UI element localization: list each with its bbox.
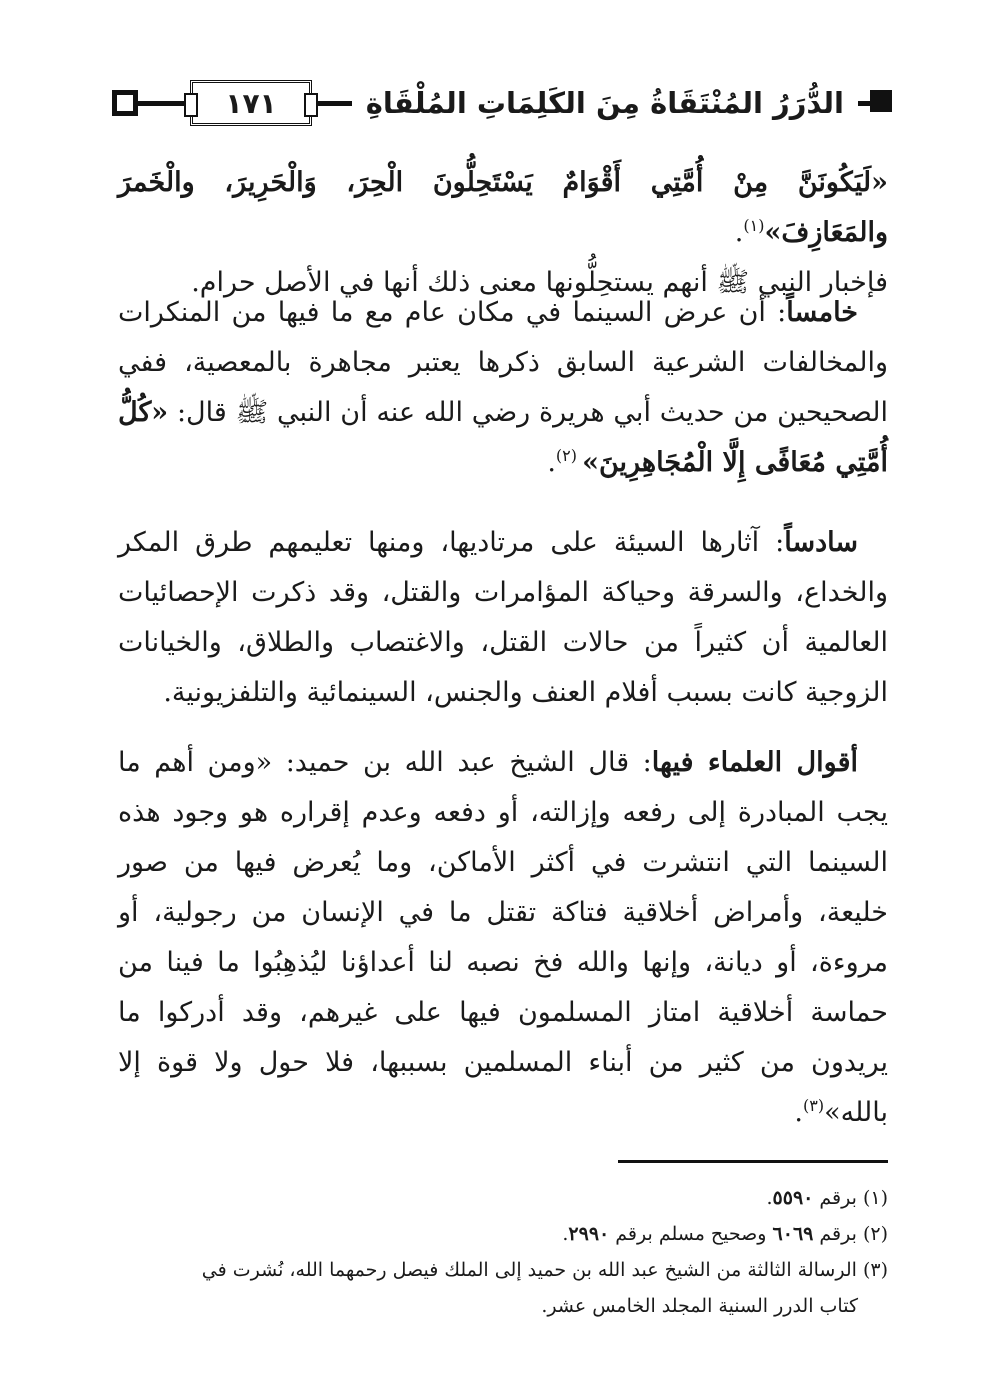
- footnote-ref-3: (٣): [803, 1096, 825, 1115]
- line-end: .: [547, 447, 556, 478]
- paragraph-sixth: [118, 518, 888, 718]
- section-heading-scholars: أقوال العلماء فيها: [651, 747, 858, 778]
- hadith-number: ٢٩٩٠: [568, 1223, 610, 1245]
- footnote-end: .: [766, 1187, 773, 1209]
- footnotes: [118, 1180, 888, 1324]
- footnote-text: الرسالة الثالثة من الشيخ عبد الله بن حميد إلى الملك فيصل رحمهما الله، نُشرت في: [201, 1259, 863, 1281]
- paragraph-fifth: [118, 288, 888, 488]
- footnote-number: (١): [862, 1187, 888, 1209]
- footnote-text: برقم: [813, 1187, 863, 1209]
- book-title: الدُّرَرُ المُنْتَقَاةُ مِنَ الكَلِمَاتِ المُلْقَاةِ: [352, 78, 858, 128]
- explanation-line: فإخبار النبي ﷺ أنهم يستحِلُّونها معنى ذلك أنها في الأصل حرام.: [191, 267, 888, 298]
- footnote-ref-2: (٢): [555, 446, 583, 465]
- hadith-quote: «كُلُّ أُمَّتِي مُعَافًى إِلَّا الْمُجَاهِرِينَ»: [118, 397, 888, 478]
- section-heading-sixth: سادساً: [784, 527, 858, 558]
- frame-knot-left: [184, 93, 198, 117]
- footnote-3-continuation: كتاب الدرر السنية المجلد الخامس عشر.: [541, 1295, 858, 1317]
- running-header: [112, 78, 892, 130]
- footnote-number: (٣): [862, 1259, 888, 1281]
- section-heading-fifth: خامساً: [786, 297, 858, 328]
- page-number-frame: [190, 80, 312, 126]
- footnote-separator: [618, 1160, 888, 1163]
- paragraph-scholars: [118, 738, 888, 1138]
- page-number: ١٧١: [225, 86, 277, 120]
- paragraph-hadith: [118, 158, 888, 308]
- paragraph-body: : أن عرض السينما في مكان عام مع ما فيها من المنكرات والمخالفات الشرعية السابق ذكرها يعتبر مجاهرة بالمعصية، ففي الصحيحين من حديث أبي هريرة رضي الله عنه أن النبي ﷺ قال:: [118, 297, 888, 428]
- footnote-text: برقم: [813, 1223, 863, 1245]
- hadith-quote: «لَيَكُونَنَّ مِنْ أُمَّتِي أَقْوَامٌ يَسْتَحِلُّونَ الْحِرَ، وَالْحَرِيرَ، والْخَمرَ والمَعَازِفَ»: [118, 167, 888, 248]
- paragraph-body: : قال الشيخ عبد الله بن حميد: «ومن أهم ما يجب المبادرة إلى رفعه وإزالته، أو دفعه وعدم إقراره هو وجود هذه السينما التي انتشرت في أكثر الأماكن، وما يُعرض فيها من صور خليعة، وأمراض أخلاقية فتاكة تقتل ما في الإنسان من رجولية، أو مروءة، أو ديانة، وإنها والله فخ نصبه لنا أعداؤنا ليُذهِبُوا ما فينا من حماسة أخلاقية امتاز المسلمون فيها على غيرهم، وقد أدركوا ما يريدون من كثير من أبناء المسلمين بسببها، فلا حول ولا قوة إلا بالله»: [118, 747, 888, 1128]
- hadith-number: ٦٠٦٩: [772, 1223, 814, 1245]
- paragraph-sixth-text: [118, 518, 888, 718]
- paragraph-body: : آثارها السيئة على مرتاديها، ومنها تعليمهم طرق المكر والخداع، والسرقة وحياكة المؤامرات والقتل، وقد ذكرت الإحصائيات العالمية أن كثيراً من حالات القتل، والاغتصاب والطلاق، والخيانات الزوجية كانت بسبب أفلام العنف والجنس، السينمائية والتلفزيونية.: [118, 527, 888, 708]
- header-rule-left: [138, 101, 190, 106]
- line-end: .: [794, 1097, 803, 1128]
- hadith-line: [118, 158, 888, 258]
- paragraph-scholars-text: [118, 738, 888, 1138]
- footnote-2: [118, 1216, 888, 1252]
- header-square-ornament-left: [112, 90, 138, 116]
- footnote-3: [118, 1252, 888, 1288]
- footnote-text: وصحيح مسلم برقم: [609, 1223, 773, 1245]
- footnote-end: .: [562, 1223, 569, 1245]
- line-end: .: [734, 217, 744, 248]
- frame-knot-right: [304, 93, 318, 117]
- footnote-1: [118, 1180, 888, 1216]
- footnote-ref-1: (١): [743, 216, 765, 235]
- hadith-number: ٥٥٩٠: [772, 1187, 814, 1209]
- footnote-number: (٢): [862, 1223, 888, 1245]
- header-square-ornament-right: [870, 90, 892, 112]
- paragraph-fifth-text: [118, 288, 888, 488]
